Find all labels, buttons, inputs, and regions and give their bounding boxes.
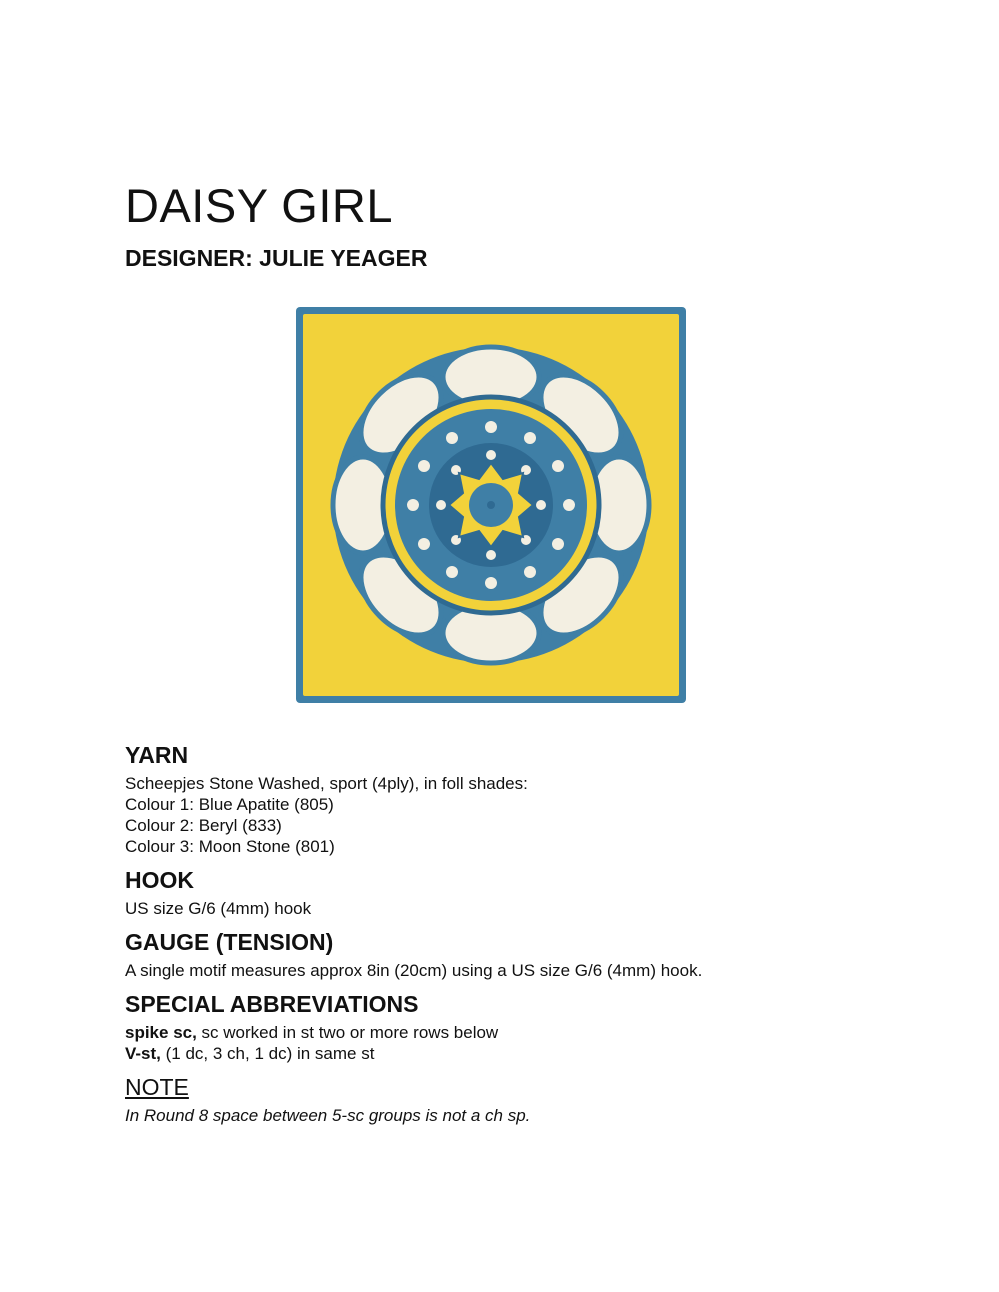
hook-heading: HOOK: [125, 867, 194, 893]
crochet-square-photo: [294, 305, 688, 705]
yarn-line: Colour 2: Beryl (833): [125, 816, 282, 835]
page-title: DAISY GIRL: [125, 179, 393, 232]
abbreviation-term: V-st,: [125, 1044, 161, 1063]
abbreviation-term: spike sc,: [125, 1023, 197, 1042]
abbreviation-item: [125, 1022, 885, 1043]
note-heading: NOTE: [125, 1074, 189, 1100]
yarn-heading: YARN: [125, 742, 189, 768]
note-text: In Round 8 space between 5-sc groups is not a ch sp.: [125, 1106, 531, 1125]
hook-section: [125, 867, 885, 919]
yarn-line: Scheepjes Stone Washed, sport (4ply), in foll shades:: [125, 774, 528, 793]
gauge-section: [125, 929, 885, 981]
abbreviation-definition: sc worked in st two or more rows below: [196, 1023, 499, 1042]
abbreviation-definition: (1 dc, 3 ch, 1 dc) in same st: [160, 1044, 375, 1063]
yarn-line: Colour 1: Blue Apatite (805): [125, 795, 334, 814]
abbreviation-item: [125, 1043, 885, 1064]
gauge-text: A single motif measures approx 8in (20cm) using a US size G/6 (4mm) hook.: [125, 961, 703, 980]
yarn-section: [125, 742, 885, 857]
hook-text: US size G/6 (4mm) hook: [125, 899, 312, 918]
designer-credit: DESIGNER: JULIE YEAGER: [125, 245, 428, 271]
note-section: [125, 1074, 885, 1126]
yarn-line: Colour 3: Moon Stone (801): [125, 837, 335, 856]
abbreviations-section: [125, 991, 885, 1064]
pattern-details: [125, 742, 885, 1136]
petal-ring: [333, 347, 649, 663]
gauge-heading: GAUGE (TENSION): [125, 929, 334, 955]
abbreviations-heading: SPECIAL ABBREVIATIONS: [125, 991, 419, 1017]
